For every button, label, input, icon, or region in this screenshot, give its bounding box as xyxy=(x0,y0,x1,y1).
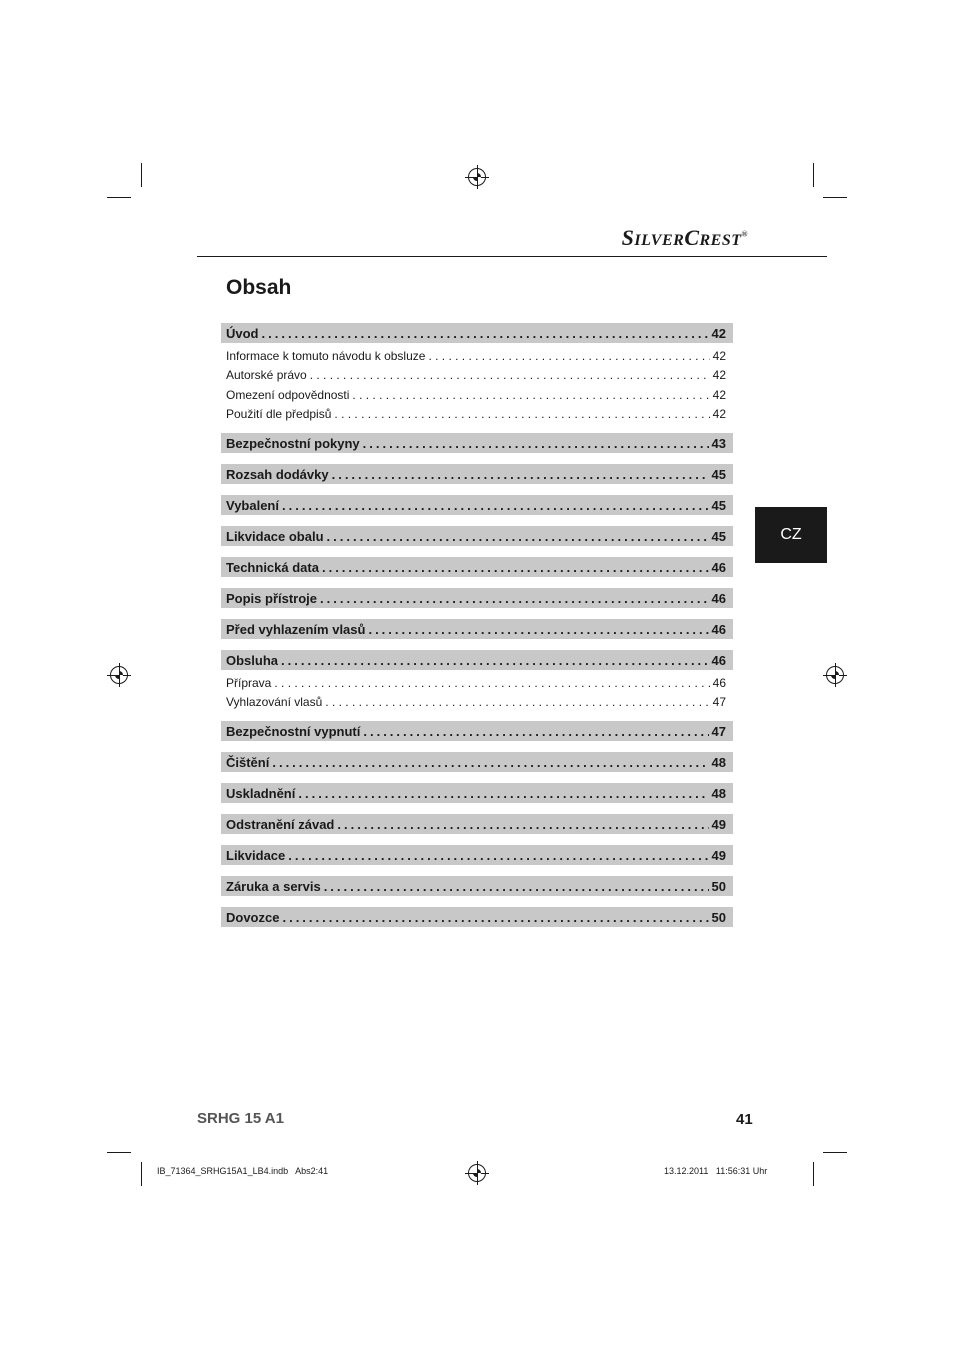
toc-entry-page: 46 xyxy=(711,590,726,606)
toc-subentry[interactable] xyxy=(221,673,733,693)
toc-leader xyxy=(320,591,709,606)
registration-mark-icon xyxy=(110,666,128,684)
toc-entry-page: 45 xyxy=(711,466,726,482)
toc-entry-page: 46 xyxy=(711,621,726,637)
toc-leader xyxy=(325,695,709,709)
toc-entry[interactable] xyxy=(221,783,733,803)
toc-subentry-label: Autorské právo xyxy=(226,368,307,383)
toc-leader xyxy=(352,388,709,402)
crop-mark xyxy=(141,163,142,187)
toc-entry[interactable] xyxy=(221,557,733,577)
crop-mark xyxy=(813,163,814,187)
crop-mark xyxy=(823,197,847,198)
toc-entry[interactable] xyxy=(221,464,733,484)
toc-leader xyxy=(337,817,708,832)
toc-leader xyxy=(281,653,709,668)
toc-entry[interactable] xyxy=(221,588,733,608)
toc-leader xyxy=(363,436,709,451)
toc-entry-page: 48 xyxy=(711,754,726,770)
toc-entry[interactable] xyxy=(221,495,733,515)
toc-leader xyxy=(298,786,708,801)
crop-mark xyxy=(823,1152,847,1153)
toc-subentry-label: Vyhlazování vlasů xyxy=(226,695,323,710)
toc-entry-page: 48 xyxy=(711,785,726,801)
toc-entry-label: Uskladnění xyxy=(226,785,296,801)
toc-subentry-page: 42 xyxy=(712,368,726,383)
toc-leader xyxy=(272,755,708,770)
toc-leader xyxy=(324,879,709,894)
crop-mark xyxy=(107,1152,131,1153)
language-tab: CZ xyxy=(755,507,827,563)
toc-leader xyxy=(288,848,708,863)
toc-entry-label: Rozsah dodávky xyxy=(226,466,329,482)
toc-subentry-label: Omezení odpovědnosti xyxy=(226,387,350,402)
toc-entry-label: Bezpečnostní pokyny xyxy=(226,435,360,451)
toc-leader xyxy=(368,622,708,637)
registration-mark-icon xyxy=(468,168,486,186)
toc-entry-label: Záruka a servis xyxy=(226,878,321,894)
toc-entry-page: 46 xyxy=(711,652,726,668)
toc-subentry-page: 42 xyxy=(712,407,726,422)
toc-entry-label: Úvod xyxy=(226,325,259,341)
toc-subentry[interactable] xyxy=(221,385,733,405)
toc-entry-page: 47 xyxy=(711,723,726,739)
crop-mark xyxy=(141,1162,142,1186)
toc-entry-page: 45 xyxy=(711,497,726,513)
toc-subentry[interactable] xyxy=(221,405,733,425)
toc-entry-label: Bezpečnostní vypnutí xyxy=(226,723,361,739)
toc-entry-label: Vybalení xyxy=(226,497,279,513)
toc-entry-page: 50 xyxy=(711,878,726,894)
toc-leader xyxy=(332,467,709,482)
toc-entry-page: 42 xyxy=(711,325,726,341)
toc-subentry[interactable] xyxy=(221,693,733,713)
crop-mark xyxy=(813,1162,814,1186)
toc-entry-page: 43 xyxy=(711,435,726,451)
footer-model: SRHG 15 A1 xyxy=(197,1110,284,1127)
toc-subentry-label: Použití dle předpisů xyxy=(226,407,332,422)
toc-subentry-label: Příprava xyxy=(226,675,272,690)
toc-entry[interactable] xyxy=(221,845,733,865)
toc-subentry[interactable] xyxy=(221,366,733,386)
toc-entry-page: 50 xyxy=(711,909,726,925)
footer-page-number: 41 xyxy=(736,1111,753,1128)
brand-logo: SILVERCREST® xyxy=(621,225,748,250)
toc-leader xyxy=(322,560,709,575)
toc-entry[interactable] xyxy=(221,876,733,896)
toc-entry-label: Před vyhlazením vlasů xyxy=(226,621,366,637)
header-rule xyxy=(197,256,827,257)
toc-entry-label: Technická data xyxy=(226,559,319,575)
registration-mark-icon xyxy=(468,1164,486,1182)
toc-leader xyxy=(282,498,709,513)
toc-leader xyxy=(282,910,708,925)
toc-subentry-page: 42 xyxy=(712,348,726,363)
toc-entry[interactable] xyxy=(221,433,733,453)
toc-subentry-page: 47 xyxy=(712,695,726,710)
toc-leader xyxy=(327,529,709,544)
toc-entry-label: Likvidace xyxy=(226,847,286,863)
toc-entry-label: Dovozce xyxy=(226,909,280,925)
toc-leader xyxy=(334,407,709,421)
toc-entry[interactable] xyxy=(221,526,733,546)
toc-leader xyxy=(274,676,709,690)
toc-subentries xyxy=(221,346,733,424)
toc-entry-label: Čištění xyxy=(226,754,270,770)
table-of-contents xyxy=(221,323,733,927)
toc-entry[interactable] xyxy=(221,814,733,834)
toc-entry-page: 49 xyxy=(711,816,726,832)
page-title: Obsah xyxy=(226,276,292,299)
toc-entry[interactable] xyxy=(221,752,733,772)
toc-entry-label: Likvidace obalu xyxy=(226,528,324,544)
toc-entry[interactable] xyxy=(221,650,733,670)
print-slug-file: IB_71364_SRHG15A1_LB4.indb Abs2:41 xyxy=(157,1166,329,1176)
toc-entry-page: 46 xyxy=(711,559,726,575)
toc-subentry-page: 46 xyxy=(712,675,726,690)
toc-entry-label: Odstranění závad xyxy=(226,816,335,832)
toc-entry[interactable] xyxy=(221,721,733,741)
toc-entry-page: 49 xyxy=(711,847,726,863)
registration-mark-icon xyxy=(826,666,844,684)
toc-leader xyxy=(428,349,709,363)
toc-entry-page: 45 xyxy=(711,528,726,544)
toc-leader xyxy=(363,724,708,739)
print-slug-timestamp: 13.12.2011 11:56:31 Uhr xyxy=(664,1166,768,1176)
toc-subentries xyxy=(221,673,733,712)
toc-entry-label: Popis přístroje xyxy=(226,590,318,606)
toc-entry[interactable] xyxy=(221,619,733,639)
toc-subentry-label: Informace k tomuto návodu k obsluze xyxy=(226,348,426,363)
toc-subentry-page: 42 xyxy=(712,387,726,402)
toc-entry-label: Obsluha xyxy=(226,652,279,668)
toc-entry[interactable] xyxy=(221,323,733,343)
toc-subentry[interactable] xyxy=(221,346,733,366)
toc-leader xyxy=(310,368,710,382)
crop-mark xyxy=(107,197,131,198)
toc-leader xyxy=(262,326,709,341)
toc-entry[interactable] xyxy=(221,907,733,927)
